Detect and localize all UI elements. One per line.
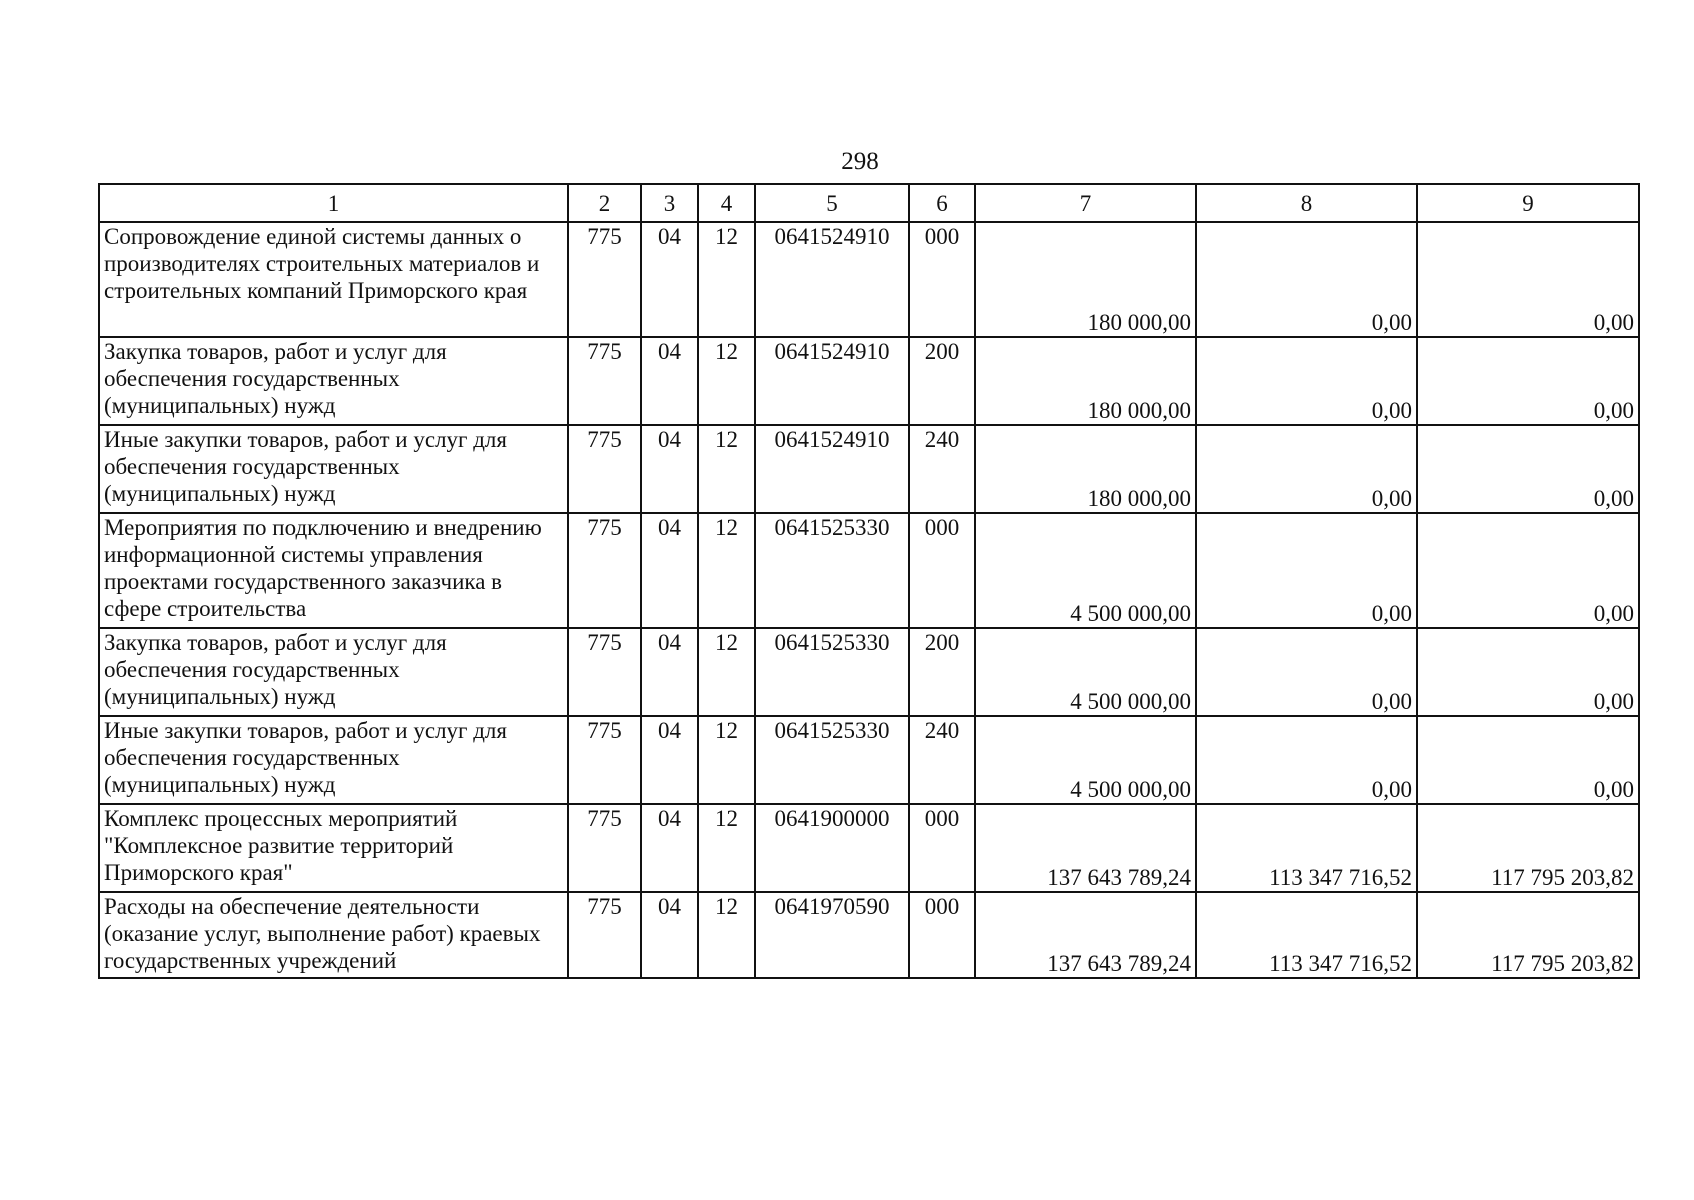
amount-col9: 0,00 xyxy=(1417,513,1639,628)
table-row xyxy=(99,892,1639,978)
expense-type-code: 240 xyxy=(909,716,975,804)
amount-col7: 180 000,00 xyxy=(975,337,1196,425)
budget-table xyxy=(98,183,1640,979)
section-code: 04 xyxy=(641,628,698,716)
section-code: 04 xyxy=(641,716,698,804)
table-row xyxy=(99,716,1639,804)
expense-type-code: 000 xyxy=(909,222,975,337)
subsection-code: 12 xyxy=(698,716,755,804)
grbs-code: 775 xyxy=(568,222,641,337)
expense-type-code: 000 xyxy=(909,513,975,628)
expense-name: Мероприятия по подключению и внедрению информационной системы управления проектами государственного заказчика в сфере строительства xyxy=(99,513,568,628)
subsection-code: 12 xyxy=(698,425,755,513)
amount-col7: 4 500 000,00 xyxy=(975,716,1196,804)
table-row xyxy=(99,628,1639,716)
target-article-code: 0641900000 xyxy=(755,804,909,892)
table-header-row xyxy=(99,184,1639,222)
section-code: 04 xyxy=(641,425,698,513)
amount-col8: 113 347 716,52 xyxy=(1196,892,1417,978)
table-row xyxy=(99,513,1639,628)
table-row xyxy=(99,804,1639,892)
expense-type-code: 200 xyxy=(909,628,975,716)
grbs-code: 775 xyxy=(568,425,641,513)
amount-col8: 113 347 716,52 xyxy=(1196,804,1417,892)
header-cell: 4 xyxy=(698,184,755,222)
amount-col7: 4 500 000,00 xyxy=(975,628,1196,716)
amount-col8: 0,00 xyxy=(1196,222,1417,337)
header-cell: 1 xyxy=(99,184,568,222)
table-row xyxy=(99,222,1639,337)
expense-name: Иные закупки товаров, работ и услуг для обеспечения государственных (муниципальных) нужд xyxy=(99,716,568,804)
expense-name: Расходы на обеспечение деятельности (оказание услуг, выполнение работ) краевых государственных учреждений xyxy=(99,892,568,978)
expense-name: Сопровождение единой системы данных о производителях строительных материалов и строительных компаний Приморского края xyxy=(99,222,568,337)
amount-col7: 180 000,00 xyxy=(975,222,1196,337)
expense-type-code: 200 xyxy=(909,337,975,425)
header-cell: 7 xyxy=(975,184,1196,222)
target-article-code: 0641524910 xyxy=(755,337,909,425)
subsection-code: 12 xyxy=(698,513,755,628)
expense-name: Комплекс процессных мероприятий "Комплексное развитие территорий Приморского края" xyxy=(99,804,568,892)
expense-type-code: 000 xyxy=(909,892,975,978)
target-article-code: 0641525330 xyxy=(755,716,909,804)
header-cell: 2 xyxy=(568,184,641,222)
grbs-code: 775 xyxy=(568,628,641,716)
section-code: 04 xyxy=(641,222,698,337)
expense-type-code: 000 xyxy=(909,804,975,892)
header-cell: 9 xyxy=(1417,184,1639,222)
amount-col7: 180 000,00 xyxy=(975,425,1196,513)
amount-col8: 0,00 xyxy=(1196,628,1417,716)
expense-name: Закупка товаров, работ и услуг для обеспечения государственных (муниципальных) нужд xyxy=(99,337,568,425)
amount-col9: 0,00 xyxy=(1417,628,1639,716)
subsection-code: 12 xyxy=(698,222,755,337)
page-number: 298 xyxy=(841,148,879,175)
subsection-code: 12 xyxy=(698,804,755,892)
grbs-code: 775 xyxy=(568,513,641,628)
section-code: 04 xyxy=(641,513,698,628)
table-row xyxy=(99,425,1639,513)
header-cell: 3 xyxy=(641,184,698,222)
grbs-code: 775 xyxy=(568,804,641,892)
amount-col8: 0,00 xyxy=(1196,337,1417,425)
section-code: 04 xyxy=(641,804,698,892)
header-cell: 5 xyxy=(755,184,909,222)
target-article-code: 0641524910 xyxy=(755,222,909,337)
expense-name: Закупка товаров, работ и услуг для обеспечения государственных (муниципальных) нужд xyxy=(99,628,568,716)
amount-col8: 0,00 xyxy=(1196,425,1417,513)
section-code: 04 xyxy=(641,337,698,425)
expense-type-code: 240 xyxy=(909,425,975,513)
grbs-code: 775 xyxy=(568,716,641,804)
target-article-code: 0641970590 xyxy=(755,892,909,978)
target-article-code: 0641525330 xyxy=(755,513,909,628)
amount-col7: 4 500 000,00 xyxy=(975,513,1196,628)
subsection-code: 12 xyxy=(698,892,755,978)
amount-col7: 137 643 789,24 xyxy=(975,804,1196,892)
amount-col9: 117 795 203,82 xyxy=(1417,892,1639,978)
subsection-code: 12 xyxy=(698,337,755,425)
amount-col9: 0,00 xyxy=(1417,425,1639,513)
amount-col8: 0,00 xyxy=(1196,716,1417,804)
target-article-code: 0641524910 xyxy=(755,425,909,513)
amount-col9: 117 795 203,82 xyxy=(1417,804,1639,892)
header-cell: 8 xyxy=(1196,184,1417,222)
amount-col9: 0,00 xyxy=(1417,337,1639,425)
amount-col7: 137 643 789,24 xyxy=(975,892,1196,978)
grbs-code: 775 xyxy=(568,892,641,978)
target-article-code: 0641525330 xyxy=(755,628,909,716)
amount-col9: 0,00 xyxy=(1417,222,1639,337)
subsection-code: 12 xyxy=(698,628,755,716)
amount-col9: 0,00 xyxy=(1417,716,1639,804)
expense-name: Иные закупки товаров, работ и услуг для обеспечения государственных (муниципальных) нужд xyxy=(99,425,568,513)
table-row xyxy=(99,337,1639,425)
amount-col8: 0,00 xyxy=(1196,513,1417,628)
grbs-code: 775 xyxy=(568,337,641,425)
header-cell: 6 xyxy=(909,184,975,222)
section-code: 04 xyxy=(641,892,698,978)
